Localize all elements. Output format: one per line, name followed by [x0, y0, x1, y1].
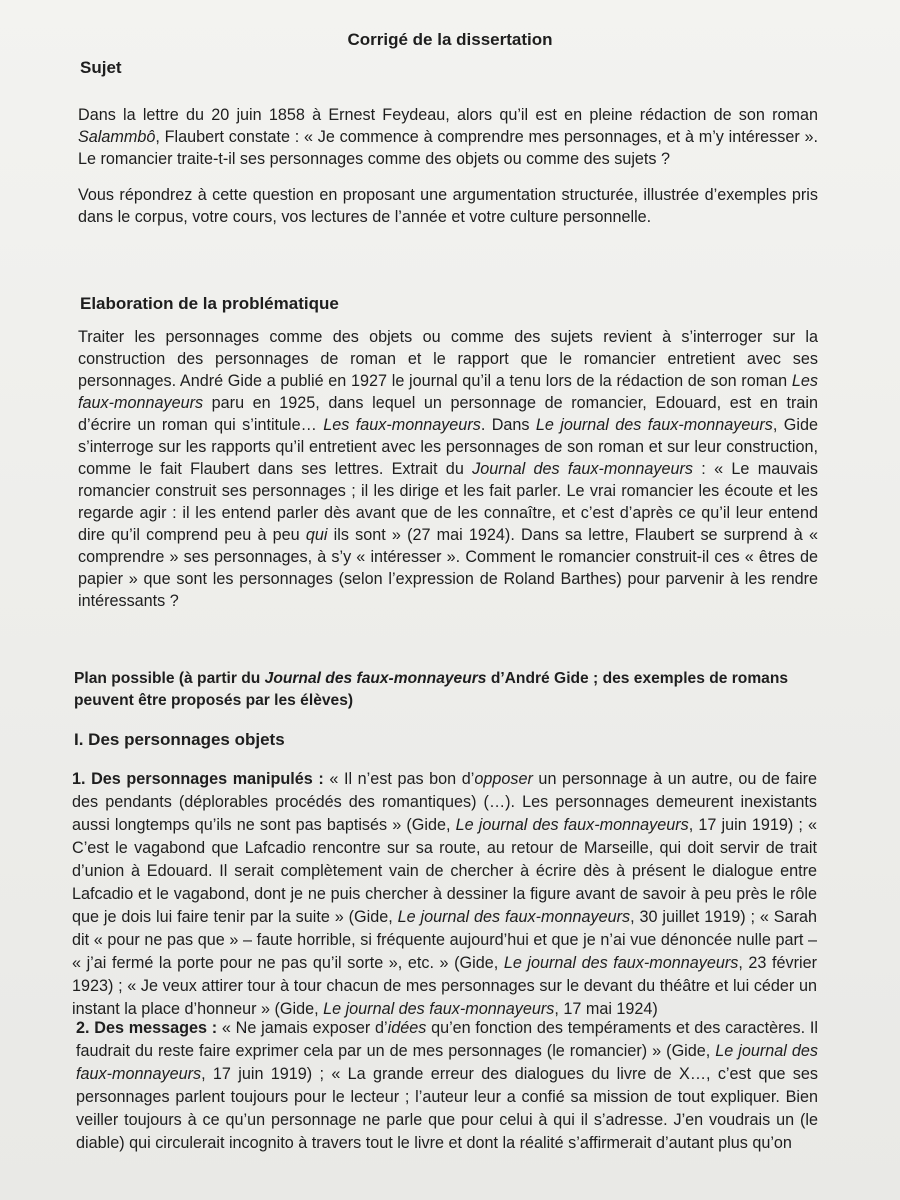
sujet-heading: Sujet — [80, 58, 122, 77]
sujet-paragraph-2: Vous répondrez à cette question en proposant une argumentation structurée, illustrée d’exemples pris dans le corpus, votre cours, vos lectures de l’année et votre culture personnelle. — [78, 186, 818, 226]
plan-heading: Plan possible (à partir du Journal des faux-monnayeurs d’André Gide ; des exemples de romans peuvent être proposés par les élèves) — [74, 670, 789, 709]
part-1-heading: I. Des personnages objets — [74, 730, 285, 749]
document-title: Corrigé de la dissertation — [347, 30, 553, 49]
sujet-paragraph-1: Dans la lettre du 20 juin 1858 à Ernest Feydeau, alors qu’il est en pleine rédaction de son roman Salammbô, Flaubert constate : « Je commence à comprendre mes personnages, et à m’y intéresser ». Le romancier traite-t-il ses personnages comme des objets ou comme des sujets ? — [78, 106, 818, 168]
part-1-section-1: 1. Des personnages manipulés : « Il n’est pas bon d’opposer un personnage à un autre, ou de faire des pendants (déplorables procédés des romantiques) (…). Les personnages demeurent inexistants aussi longtemps qu’ils ne sont pas baptisés » (Gide, Le journal des faux-monnayeurs, 17 juin 1919) ; « C’est le vagabond que Lafcadio rencontre sur sa route, au retour de Marseille, qui doit servir de trait d’union à Edouard. Il serait complètement vain de chercher à écrire dès à présent le dialogue entre Lafcadio et le vagabond, dont je ne puis chercher à dessiner la figure avant de savoir à peu près le rôle que je dois lui faire tenir par la suite » (Gide, Le journal des faux-monnayeurs, 30 juillet 1919) ; « Sarah dit « pour ne pas que » – faute horrible, si fréquente aujourd’hui et que je n’ai vue dénoncée nulle part – « j’ai fermé la porte pour ne pas qu’il sorte », etc. » (Gide, Le journal des faux-monnayeurs, 23 février 1923) ; « Je veux attirer tour à tour chacun de mes personnages sur le devant du théâtre et lui céder un instant la place d’honneur » (Gide, Le journal des faux-monnayeurs, 17 mai 1924) — [72, 770, 818, 1018]
section-1-label: 1. Des personnages manipulés : — [72, 770, 324, 788]
problematique-paragraph: Traiter les personnages comme des objets ou comme des sujets revient à s’interroger sur la construction des personnages de roman et le rapport que le romancier entretient avec ses personnages. André Gide a publié en 1927 le journal qu’il a tenu lors de la rédaction de son roman Les faux-monnayeurs paru en 1925, dans lequel un personnage de romancier, Edouard, est en train d’écrire un roman qui s’intitule… Les faux-monnayeurs. Dans Le journal des faux-monnayeurs, Gide s’interroge sur les rapports qu’il entretient avec les personnages de son roman et sur leur construction, comme le fait Flaubert dans ses lettres. Extrait du Journal des faux-monnayeurs : « Le mauvais romancier construit ses personnages ; il les dirige et les fait parler. Le vrai romancier les écoute et les regarde agir : il les entend parler dès avant que de les connaître, et c’est d’après ce qu’il leur entend dire qu’il comprend peu à peu qui ils sont » (27 mai 1924). Dans sa lettre, Flaubert se surprend à « comprendre » ses personnages, à s’y « intéresser ». Comment le romancier construit-il ces « êtres de papier » que sont les personnages (selon l’expression de Roland Barthes) pour parvenir à les rendre intéressants ? — [78, 328, 818, 610]
part-1-section-2: 2. Des messages : « Ne jamais exposer d’idées qu’en fonction des tempéraments et des caractères. Il faudrait du reste faire exprimer cela par un de mes personnages (le romancier) » (Gide, Le journal des faux-monnayeurs, 17 juin 1919) ; « La grande erreur des dialogues du livre de X…, c’est que ses personnages parlent toujours pour le lecteur ; l’auteur leur a confié sa mission de tout expliquer. Bien veiller toujours à ce qu’un personnage ne parle que pour celui à qui il s’adresse. J’en voudrais un (le diable) qui circulerait incognito à travers tout le livre et dont la réalité s’affirmerait d’autant plus qu’on — [76, 1019, 818, 1152]
section-2-label: 2. Des messages : — [76, 1019, 218, 1037]
problematique-heading: Elaboration de la problématique — [80, 294, 339, 313]
